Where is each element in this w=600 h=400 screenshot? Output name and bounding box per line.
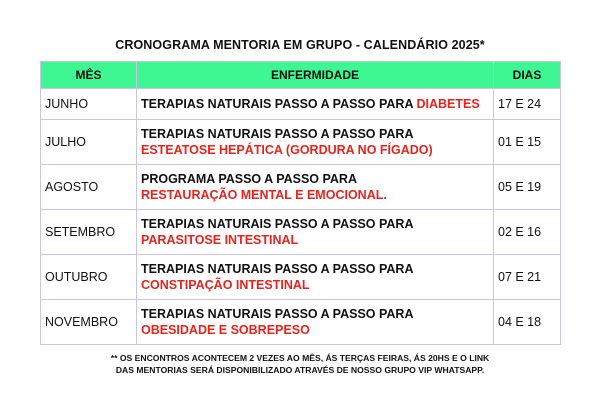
topic-prefix: TERAPIAS NATURAIS PASSO A PASSO PARA (141, 97, 414, 111)
table-header-row (41, 62, 561, 89)
row-days: 17 E 24 (494, 89, 561, 120)
schedule-table (40, 61, 561, 345)
row-topic (137, 255, 494, 300)
row-month: SETEMBRO (41, 210, 137, 255)
row-topic (137, 300, 494, 345)
table-row (41, 120, 561, 165)
topic-prefix: TERAPIAS NATURAIS PASSO A PASSO PARA (141, 307, 414, 321)
row-month: JUNHO (41, 89, 137, 120)
table-row (41, 210, 561, 255)
footnote-line-2: DAS MENTORIAS SERÁ DISPONIBILIZADO ATRAVÉS DE NOSSO GRUPO VIP WHATSAPP. (115, 365, 485, 375)
topic-highlight: RESTAURAÇÃO MENTAL E EMOCIONAL. (141, 188, 387, 202)
topic-highlight: OBESIDADE E SOBREPESO (141, 323, 310, 337)
row-topic (137, 89, 494, 120)
table-row (41, 165, 561, 210)
row-topic (137, 210, 494, 255)
row-month: AGOSTO (41, 165, 137, 210)
header-month: MÊS (41, 62, 137, 89)
header-topic: ENFERMIDADE (137, 62, 494, 89)
row-topic (137, 165, 494, 210)
table-row (41, 255, 561, 300)
topic-highlight: ESTEATOSE HEPÁTICA (GORDURA NO FÍGADO) (141, 143, 433, 157)
footnote (0, 352, 600, 376)
topic-prefix: TERAPIAS NATURAIS PASSO A PASSO PARA (141, 262, 414, 276)
row-days: 02 E 16 (494, 210, 561, 255)
page-title: CRONOGRAMA MENTORIA EM GRUPO - CALENDÁRIO 2025* (115, 38, 485, 52)
row-month: NOVEMBRO (41, 300, 137, 345)
footnote-line-1: ** OS ENCONTROS ACONTECEM 2 VEZES AO MÊS, ÁS TERÇAS FEIRAS, ÁS 20HS E O LINK (110, 353, 490, 363)
table-row (41, 300, 561, 345)
topic-highlight: PARASITOSE INTESTINAL (141, 233, 299, 247)
row-days: 05 E 19 (494, 165, 561, 210)
row-days: 01 E 15 (494, 120, 561, 165)
row-month: JULHO (41, 120, 137, 165)
topic-prefix: PROGRAMA PASSO A PASSO PARA (141, 172, 357, 186)
row-days: 07 E 21 (494, 255, 561, 300)
row-days: 04 E 18 (494, 300, 561, 345)
topic-highlight: DIABETES (416, 97, 480, 111)
topic-highlight: CONSTIPAÇÃO INTESTINAL (141, 278, 310, 292)
table-row (41, 89, 561, 120)
topic-prefix: TERAPIAS NATURAIS PASSO A PASSO PARA (141, 217, 414, 231)
row-month: OUTUBRO (41, 255, 137, 300)
header-days: DIAS (494, 62, 561, 89)
row-topic (137, 120, 494, 165)
topic-prefix: TERAPIAS NATURAIS PASSO A PASSO PARA (141, 127, 414, 141)
